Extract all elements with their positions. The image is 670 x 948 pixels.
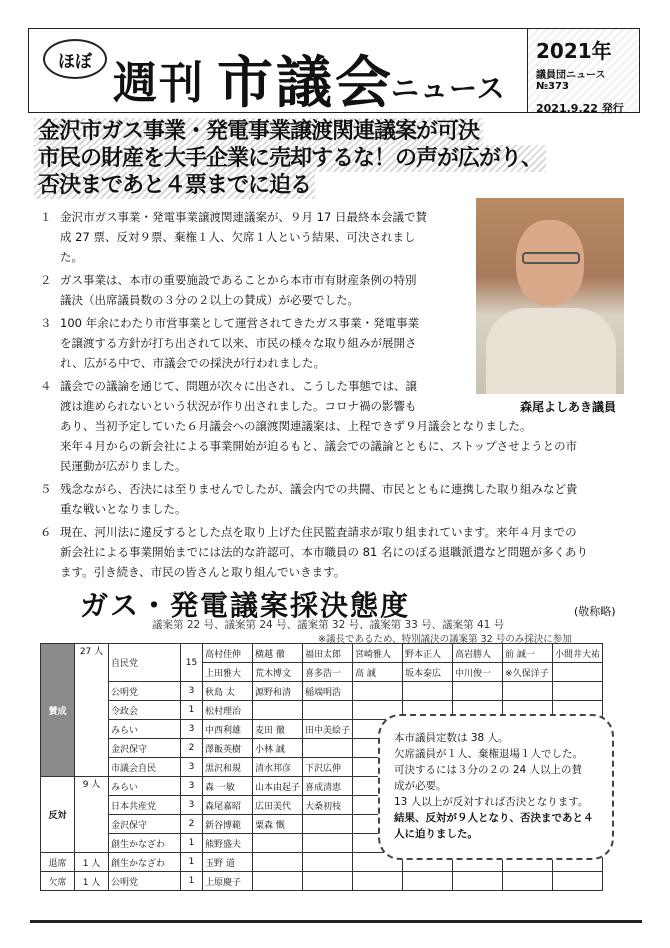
list-item-line: れ、広がる中で、市議会での採決が行われました。 bbox=[60, 356, 325, 370]
member-name: 玉野 道 bbox=[203, 853, 253, 872]
member-name: 前 誠一 bbox=[503, 644, 553, 663]
member-name: 宮崎雅人 bbox=[353, 644, 403, 663]
member-name: 上原慶子 bbox=[203, 872, 253, 891]
abstain-count: 1 人 bbox=[75, 853, 109, 872]
list-item-line: 議会での議論を通じて、問題が次々に出され、こうした事態では、譲 bbox=[60, 379, 417, 393]
yes-group-label: 賛成 bbox=[41, 644, 75, 777]
chair-note: ※議長であるため、特別議決の議案第 32 号のみ採決に参加 bbox=[318, 634, 572, 645]
headline-line-2: 市民の財産を大手企業に売却するな！の声が広がり、 bbox=[34, 145, 546, 172]
issue-box bbox=[528, 28, 640, 113]
party-count: 1 bbox=[181, 853, 203, 872]
member-name bbox=[253, 872, 303, 891]
abstain-label: 退席 bbox=[41, 853, 75, 872]
list-item-number: ３ bbox=[40, 316, 52, 330]
list-item-text bbox=[60, 376, 577, 476]
list-item-line: 民運動が広がりました。 bbox=[60, 459, 187, 473]
member-name: 黒沢和規 bbox=[203, 758, 253, 777]
member-name: 新谷博範 bbox=[203, 815, 253, 834]
member-name bbox=[453, 872, 503, 891]
member-name bbox=[353, 872, 403, 891]
headline bbox=[34, 118, 644, 199]
party-name: 創生かなざわ bbox=[109, 834, 181, 853]
memo-line: 13 人以上が反対すれば否決となります。 bbox=[394, 796, 589, 808]
party-count: 3 bbox=[181, 682, 203, 701]
weekly-label: 週刊 bbox=[113, 58, 205, 109]
result-memo bbox=[378, 714, 614, 860]
yes-count: 27 人 bbox=[75, 644, 109, 777]
list-item-text bbox=[60, 522, 588, 582]
member-name bbox=[553, 682, 603, 701]
table-row bbox=[41, 872, 603, 891]
party-name: みらい bbox=[109, 720, 181, 739]
member-name: 中川俊一 bbox=[453, 663, 503, 682]
list-item-line: た。 bbox=[60, 250, 83, 264]
issue-type: 議員団ニュース bbox=[536, 70, 606, 81]
party-name: 自民党 bbox=[109, 644, 181, 682]
party-count: 3 bbox=[181, 796, 203, 815]
memo-line: 人に迫りました。 bbox=[394, 828, 478, 840]
member-name bbox=[253, 853, 303, 872]
party-count: 1 bbox=[181, 872, 203, 891]
member-name: 大桑初枝 bbox=[303, 796, 353, 815]
table-row bbox=[41, 644, 603, 663]
member-name: 稲端明浩 bbox=[303, 682, 353, 701]
memo-line: 可決するには３分の２の 24 人以上の賛 bbox=[394, 764, 583, 776]
member-name bbox=[303, 815, 353, 834]
member-name: 源野和清 bbox=[253, 682, 303, 701]
member-name bbox=[553, 663, 603, 682]
party-count: 3 bbox=[181, 777, 203, 796]
member-name: 熊野盛夫 bbox=[203, 834, 253, 853]
member-name: 高岩勝人 bbox=[453, 644, 503, 663]
party-count: 15 bbox=[181, 644, 203, 682]
bottom-rule bbox=[30, 920, 642, 923]
member-name: 小林 誠 bbox=[253, 739, 303, 758]
headline-line-1: 金沢市ガス事業・発電事業譲渡関連議案が可決 bbox=[34, 118, 483, 145]
list-item-number: １ bbox=[40, 210, 52, 224]
member-name: 高 誠 bbox=[353, 663, 403, 682]
member-name bbox=[303, 834, 353, 853]
vote-section-title: ガス・発電議案採決態度 bbox=[80, 589, 411, 622]
member-name: 清水邦彦 bbox=[253, 758, 303, 777]
absent-label: 欠席 bbox=[41, 872, 75, 891]
party-name: 公明党 bbox=[109, 872, 181, 891]
list-item-number: ２ bbox=[40, 273, 52, 287]
member-name: 福田太郎 bbox=[303, 644, 353, 663]
member-name bbox=[253, 834, 303, 853]
list-item-text bbox=[60, 207, 427, 267]
list-item-line: 100 年余にわたり市営事業として運営されてきたガス事業・発電事業 bbox=[60, 316, 420, 330]
member-name: 澤飯英樹 bbox=[203, 739, 253, 758]
council-title: 市議会 bbox=[217, 51, 394, 116]
member-name: 山本由起子 bbox=[253, 777, 303, 796]
list-item-line: 新会社による事業開始までには法的な許認可、本市職員の 81 名にのぼる退職派遣など問題が多くあり bbox=[60, 545, 588, 559]
member-name: 喜多浩一 bbox=[303, 663, 353, 682]
list-item-line: あり、当初予定していた６月議会への譲渡関連議案は、上程できず９月議会となりました。 bbox=[60, 419, 532, 433]
list-item-line: 現在、河川法に違反するとした点を取り上げた住民監査請求が取り組まれています。来年４月までの bbox=[60, 525, 577, 539]
party-name: 日本共産党 bbox=[109, 796, 181, 815]
member-name: 荒木博文 bbox=[253, 663, 303, 682]
member-name bbox=[403, 682, 453, 701]
list-item-line: ます。引き続き、市民の皆さんと取り組んでいきます。 bbox=[60, 565, 346, 579]
photo-caption: 森尾よしあき議員 bbox=[520, 400, 617, 414]
member-name bbox=[503, 682, 553, 701]
member-name bbox=[253, 701, 303, 720]
member-name bbox=[453, 682, 503, 701]
member-name: 喜成清恵 bbox=[303, 777, 353, 796]
member-name: 横越 徹 bbox=[253, 644, 303, 663]
member-name bbox=[303, 853, 353, 872]
party-name: 公明党 bbox=[109, 682, 181, 701]
party-count: 2 bbox=[181, 739, 203, 758]
issue-number: №373 bbox=[536, 81, 569, 92]
member-name bbox=[553, 872, 603, 891]
member-name bbox=[503, 872, 553, 891]
member-name: 森尾嘉昭 bbox=[203, 796, 253, 815]
member-name: 坂本泰広 bbox=[403, 663, 453, 682]
list-item-line: 来年４月からの新会社による事業開始が迫るもと、議会での議論とともに、ストップさせようとの市 bbox=[60, 439, 578, 453]
member-name bbox=[303, 701, 353, 720]
list-item-line: 重な戦いとなりました。 bbox=[60, 502, 187, 516]
no-group-label: 反対 bbox=[41, 777, 75, 853]
member-name: 森 一敏 bbox=[203, 777, 253, 796]
bill-references: 議案第 22 号、議案第 24 号、議案第 32 号、議案第 33 号、議案第 41 号 bbox=[152, 619, 505, 631]
memo-line: 成が必要。 bbox=[394, 780, 447, 792]
party-count: 3 bbox=[181, 720, 203, 739]
honorifics-omitted-note: (敬称略) bbox=[574, 605, 616, 618]
party-name: 金沢保守 bbox=[109, 815, 181, 834]
party-count: 3 bbox=[181, 758, 203, 777]
list-item-line: を譲渡する方針が打ち出されて以来、市民の様々な取り組みが展開さ bbox=[60, 336, 417, 350]
member-name: 小間井大祐 bbox=[553, 644, 603, 663]
councilor-photo bbox=[476, 198, 624, 394]
party-name: 金沢保守 bbox=[109, 739, 181, 758]
party-name: 令政会 bbox=[109, 701, 181, 720]
news-label: ニュース bbox=[391, 72, 506, 105]
memo-line: 欠席議員が１人、棄権退場１人でした。 bbox=[394, 748, 583, 760]
list-item-text bbox=[60, 313, 419, 373]
list-item-text bbox=[60, 479, 578, 519]
table-row bbox=[41, 682, 603, 701]
member-name: 下沢広伸 bbox=[303, 758, 353, 777]
member-name: 中西利雄 bbox=[203, 720, 253, 739]
list-item-number: ６ bbox=[40, 525, 52, 539]
list-item-number: ４ bbox=[40, 379, 52, 393]
party-name: 市議会自民 bbox=[109, 758, 181, 777]
party-name: 創生かなざわ bbox=[109, 853, 181, 872]
headline-line-3: 否決まであと４票までに迫る bbox=[34, 172, 315, 199]
list-item-number: ５ bbox=[40, 482, 52, 496]
member-name: 高村佳伸 bbox=[203, 644, 253, 663]
member-name: 野本正人 bbox=[403, 644, 453, 663]
list-item-line: 金沢市ガス事業・発電事業譲渡関連議案が、９月 17 日最終本会議で賛 bbox=[60, 210, 427, 224]
list-item-line: 渡は進められないという状況が作り出されました。コロナ禍の影響も bbox=[60, 399, 417, 413]
member-name: 粟森 慨 bbox=[253, 815, 303, 834]
member-name bbox=[303, 739, 353, 758]
member-name: 上田雅大 bbox=[203, 663, 253, 682]
photo-glasses bbox=[522, 252, 580, 264]
member-name: 松村理治 bbox=[203, 701, 253, 720]
party-count: 1 bbox=[181, 834, 203, 853]
list-item-line: ガス事業は、本市の重要施設であることから本市市有財産条例の特別 bbox=[60, 273, 417, 287]
party-name: みらい bbox=[109, 777, 181, 796]
absent-count: 1 人 bbox=[75, 872, 109, 891]
issue-date: 2021.9.22 発行 bbox=[536, 102, 624, 115]
memo-line: 本市議員定数は 38 人。 bbox=[394, 732, 509, 744]
memo-line: 結果、反対が９人となり、否決まであと４ bbox=[394, 812, 594, 824]
member-name bbox=[353, 682, 403, 701]
list-item-line: 議決（出席議員数の３分の２以上の賛成）が必要でした。 bbox=[60, 293, 359, 307]
member-name: 田中美絵子 bbox=[303, 720, 353, 739]
hobo-badge: ほぼ bbox=[43, 39, 107, 79]
issue-year: 2021年 bbox=[536, 39, 612, 63]
member-name: 広田美代 bbox=[253, 796, 303, 815]
masthead bbox=[28, 28, 528, 116]
no-count: 9 人 bbox=[75, 777, 109, 853]
member-name: ※久保洋子 bbox=[503, 663, 553, 682]
member-name: 秋島 太 bbox=[203, 682, 253, 701]
list-item-line: 成 27 票、反対９票、棄権１人、欠席１人という結果、可決されまし bbox=[60, 230, 416, 244]
member-name: 麦田 徹 bbox=[253, 720, 303, 739]
member-name bbox=[303, 872, 353, 891]
party-count: 1 bbox=[181, 701, 203, 720]
party-count: 2 bbox=[181, 815, 203, 834]
member-name bbox=[403, 872, 453, 891]
list-item-text bbox=[60, 270, 417, 310]
list-item-line: 残念ながら、否決には至りませんでしたが、議会内での共闘、市民とともに連携した取り組みなど貴 bbox=[60, 482, 578, 496]
